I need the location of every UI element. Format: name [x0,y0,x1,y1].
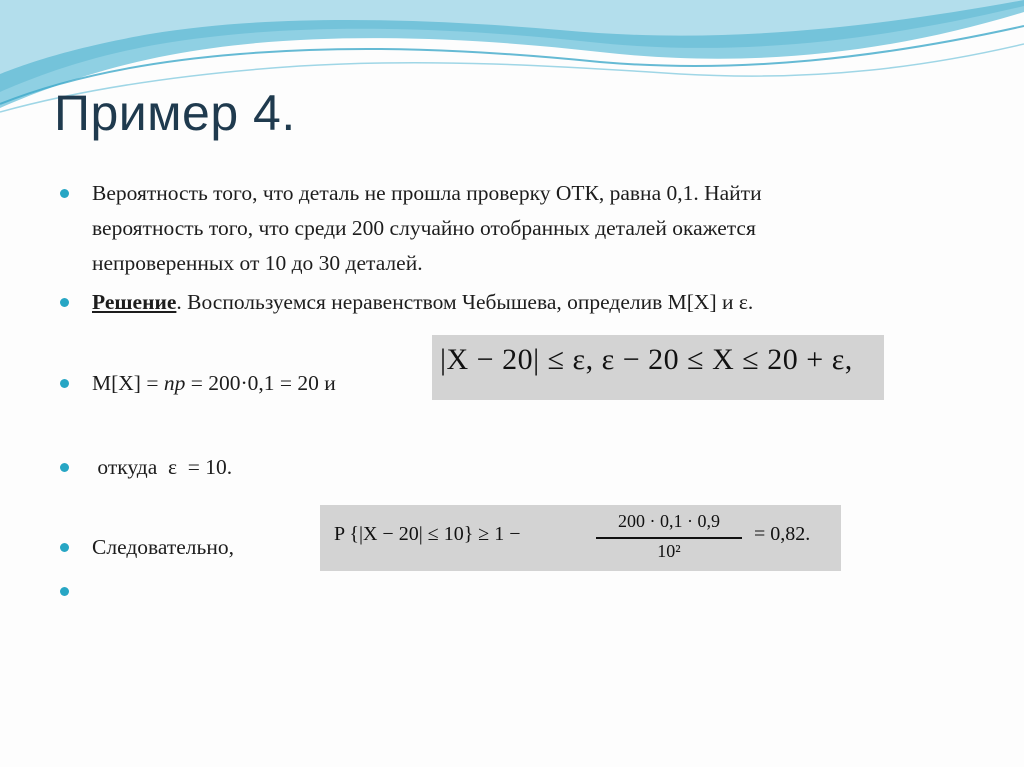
formula-chebyshev-interval [432,335,884,400]
bullet-dot [60,298,69,307]
problem-line-2: вероятность того, что среди 200 случайно отобранных деталей окажется [92,216,756,240]
fraction-denominator: 10² [657,540,681,561]
solution-text [92,285,753,320]
problem-line-1: Вероятность того, что деталь не прошла проверку ОТК, равна 0,1. Найти [92,181,762,205]
formula-chebyshev-text: |X − 20| ≤ ε, ε − 20 ≤ X ≤ 20 + ε, [440,343,853,376]
fraction-bar [596,537,742,539]
bullet-dot [60,463,69,472]
conclusion-text: Следовательно, [92,535,234,559]
problem-line-3: непроверенных от 10 до 30 деталей. [92,251,423,275]
fraction-numerator: 200 · 0,1 · 0,9 [618,511,720,531]
formula-fraction [590,511,748,565]
expectation-text: M[X] = np = 200·0,1 = 20 и [92,371,336,395]
solution-rest: . Воспользуемся неравенством Чебышева, определив M[X] и ε. [176,290,754,314]
solution-label: Решение [92,290,177,314]
bullet-dot [60,189,69,198]
formula-lhs: P {|X − 20| ≤ 10} ≥ 1 − [334,523,521,545]
epsilon-text: откуда ε = 10. [92,455,233,479]
bullet-dot [60,543,69,552]
bullet-dot [60,587,69,596]
slide-title: Пример 4. [54,85,296,141]
formula-rhs: = 0,82. [754,523,811,545]
bullet-dot [60,379,69,388]
formula-probability-bound [320,505,841,571]
